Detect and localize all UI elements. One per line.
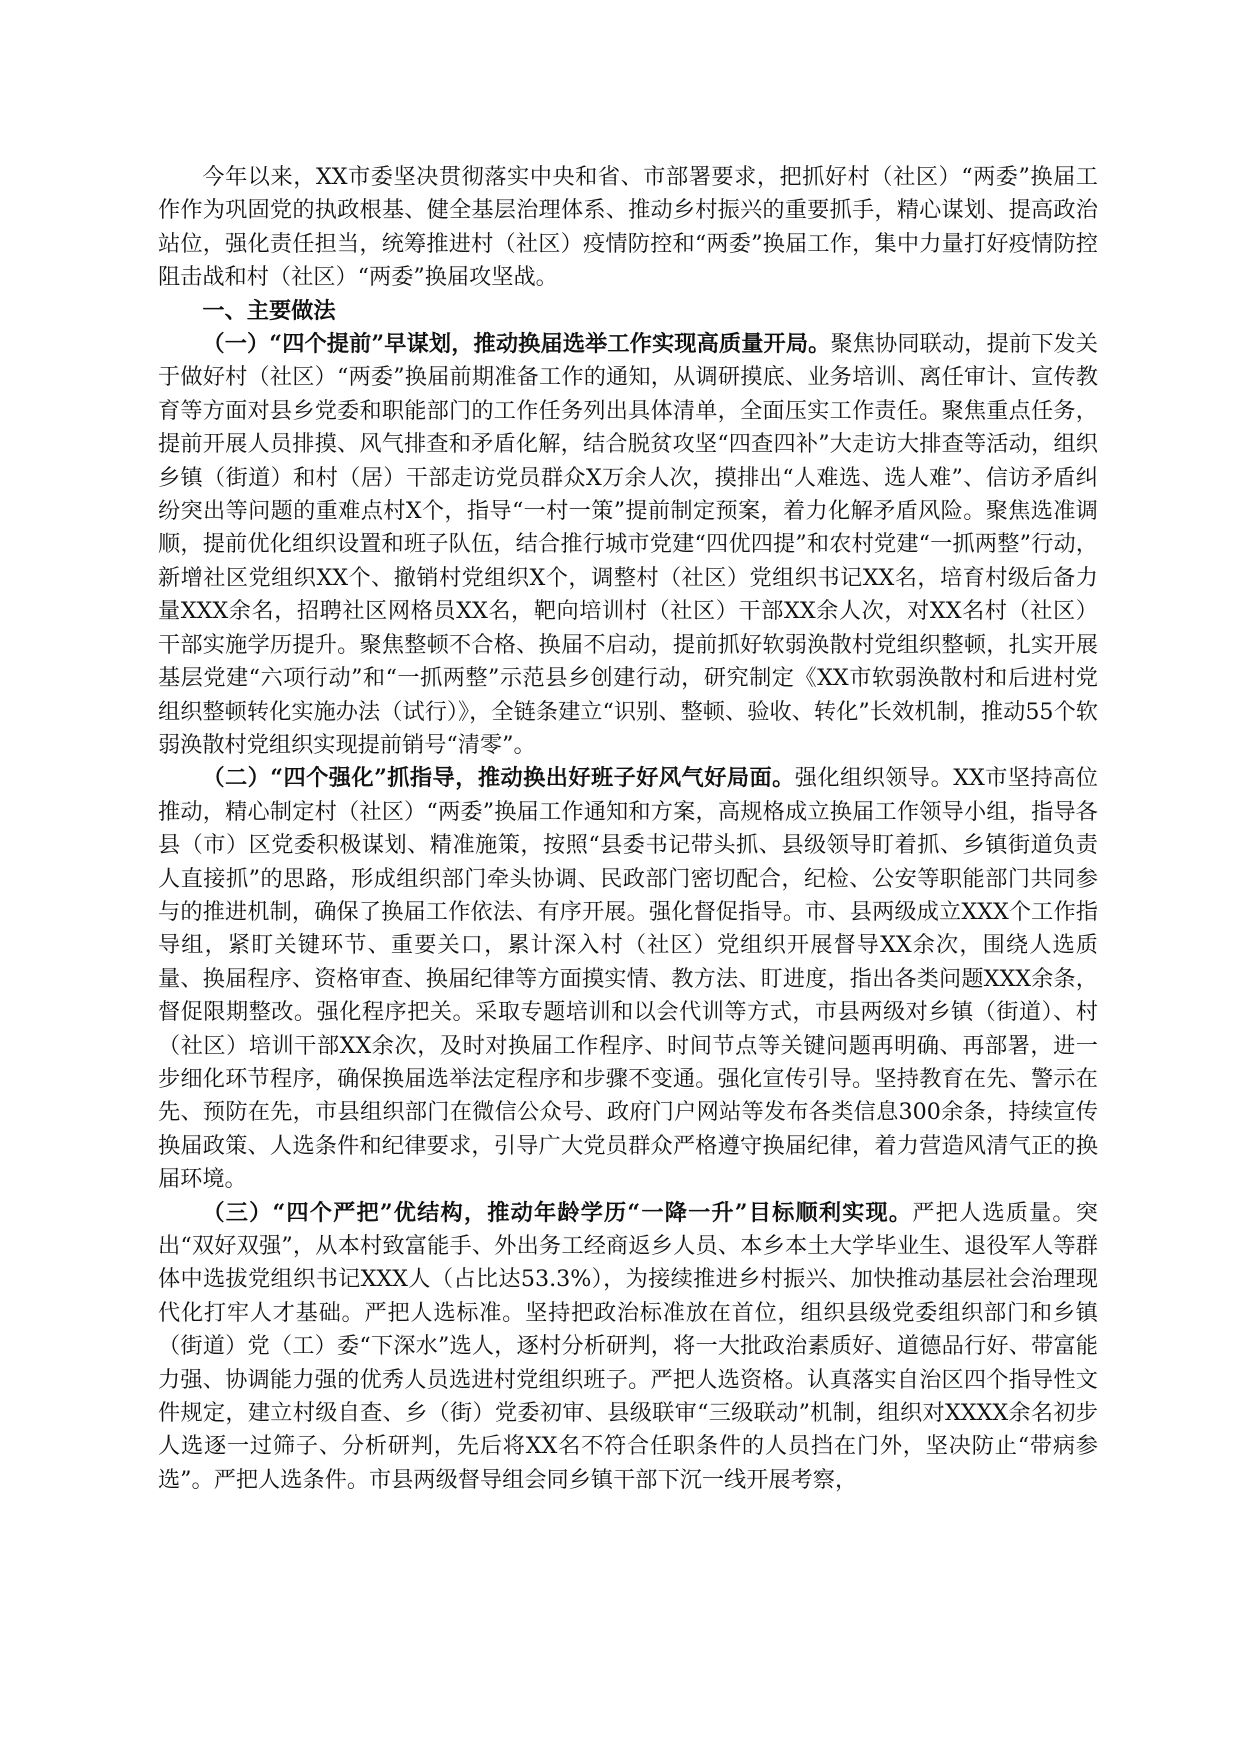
item-lead-1: （一）“四个提前”早谋划，推动换届选举工作实现高质量开局。 — [202, 331, 831, 358]
item-lead-2: （二）“四个强化”抓指导，推动换出好班子好风气好局面。 — [202, 765, 795, 792]
item-body-2: 强化组织领导。XX市坚持高位推动，精心制定村（社区）“两委”换届工作通知和方案，高规格成立换届工作领导小组，指导各县（市）区党委积极谋划、精准施策，按照“县委书记带头抓、县级领导盯着抓、乡镇街道负责人直接抓”的思路，形成组织部门牵头协调、民政部门密切配合，纪检、公安等职能部门共同参与的推进机制，确保了换届工作依法、有序开展。强化督促指导。市、县两级成立XXX个工作指导组，紧盯关键环节、重要关口，累计深入村（社区）党组织开展督导XX余次，围绕人选质量、换届程序、资格审查、换届纪律等方面摸实情、教方法、盯进度，指出各类问题XXX余条，督促限期整改。强化程序把关。采取专题培训和以会代训等方式，市县两级对乡镇（街道）、村（社区）培训干部XX余次，及时对换届工作程序、时间节点等关键问题再明确、再部署，进一步细化环节程序，确保换届选举法定程序和步骤不变通。强化宣传引导。坚持教育在先、警示在先、预防在先，市县组织部门在微信公众号、政府门户网站等发布各类信息300余条，持续宣传换届政策、人选条件和纪律要求，引导广大党员群众严格遵守换届纪律，着力营造风清气正的换届环境。 — [158, 765, 1098, 1193]
item-paragraph-1 — [158, 328, 1098, 762]
item-lead-3: （三）“四个严把”优结构，推动年龄学历“一降一升”目标顺利实现。 — [202, 1199, 913, 1226]
item-body-3: 严把人选质量。突出“双好双强”，从本村致富能手、外出务工经商返乡人员、本乡本土大学毕业生、退役军人等群体中选拔党组织书记XXX人（占比达53.3%），为接续推进乡村振兴、加快推动基层社会治理现代化打牢人才基础。严把人选标准。坚持把政治标准放在首位，组织县级党委组织部门和乡镇（街道）党（工）委“下深水”选人，逐村分析研判，将一大批政治素质好、道德品行好、带富能力强、协调能力强的优秀人员选进村党组织班子。严把人选资格。认真落实自治区四个指导性文件规定，建立村级自查、乡（街）党委初审、县级联审“三级联动”机制，组织对XXXX余名初步人选逐一过筛子、分析研判，先后将XX名不符合任职条件的人员挡在门外，坚决防止“带病参选”。严把人选条件。市县两级督导组会同乡镇干部下沉一线开展考察， — [158, 1199, 1098, 1493]
section-heading-main-practices: 一、主要做法 — [202, 297, 336, 324]
item-paragraph-2 — [158, 762, 1098, 1196]
intro-paragraph: 今年以来，XX市委坚决贯彻落实中央和省、市部署要求，把抓好村（社区）“两委”换届工作作为巩固党的执政根基、健全基层治理体系、推动乡村振兴的重要抓手，精心谋划、提高政治站位，强化责任担当，统筹推进村（社区）疫情防控和“两委”换届工作，集中力量打好疫情防控阻击战和村（社区）“两委”换届攻坚战。 — [158, 164, 1098, 291]
item-body-1: 聚焦协同联动，提前下发关于做好村（社区）“两委”换届前期准备工作的通知，从调研摸底、业务培训、离任审计、宣传教育等方面对县乡党委和职能部门的工作任务列出具体清单，全面压实工作责任。聚焦重点任务，提前开展人员排摸、风气排查和矛盾化解，结合脱贫攻坚“四查四补”大走访大排查等活动，组织乡镇（街道）和村（居）干部走访党员群众X万余人次，摸排出“人难选、选人难”、信访矛盾纠纷突出等问题的重难点村X个，指导“一村一策”提前制定预案，着力化解矛盾风险。聚焦选准调顺，提前优化组织设置和班子队伍，结合推行城市党建“四优四提”和农村党建“一抓两整”行动，新增社区党组织XX个、撤销村党组织X个，调整村（社区）党组织书记XX名，培育村级后备力量XXX余名，招聘社区网格员XX名，靶向培训村（社区）干部XX余人次，对XX名村（社区）干部实施学历提升。聚焦整顿不合格、换届不启动，提前抓好软弱涣散村党组织整顿，扎实开展基层党建“六项行动”和“一抓两整”示范县乡创建行动，研究制定《XX市软弱涣散村和后进村党组织整顿转化实施办法（试行）》，全链条建立“识别、整顿、验收、转化”长效机制，推动55个软弱涣散村党组织实现提前销号“清零”。 — [158, 331, 1098, 758]
document-page — [158, 161, 1098, 1497]
item-paragraph-3 — [158, 1197, 1098, 1498]
